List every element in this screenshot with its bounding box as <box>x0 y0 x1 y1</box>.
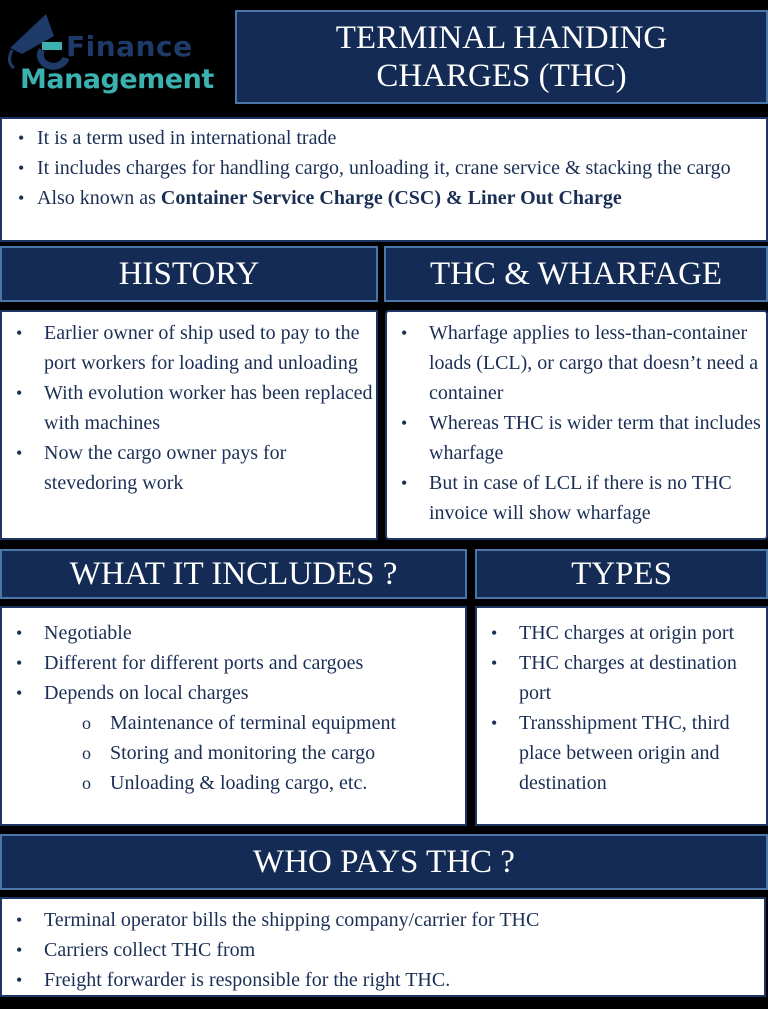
includes-subitem: o Unloading & loading cargo, etc. <box>2 768 465 798</box>
types-heading: TYPES <box>475 549 768 599</box>
who-pays-heading: WHO PAYS THC ? <box>0 834 768 890</box>
title-line-2: CHARGES (THC) <box>376 58 627 94</box>
wharfage-box <box>385 310 768 540</box>
wharfage-item: • Whereas THC is wider term that includes wharfage <box>387 408 766 468</box>
includes-item: • Negotiable <box>2 618 465 648</box>
types-box <box>475 606 768 826</box>
logo-management-text: Management <box>20 64 214 95</box>
includes-item: • Different for different ports and cargoes <box>2 648 465 678</box>
intro-box <box>0 117 768 242</box>
types-item: • THC charges at origin port <box>477 618 766 648</box>
includes-subitem: o Maintenance of terminal equipment <box>2 708 465 738</box>
history-box <box>0 310 378 540</box>
includes-subitem: o Storing and monitoring the cargo <box>2 738 465 768</box>
history-item: • Earlier owner of ship used to pay to the port workers for loading and unloading <box>2 318 376 378</box>
intro-item: • Also known as Container Service Charge (CSC) & Liner Out Charge <box>16 183 756 213</box>
history-heading: HISTORY <box>0 246 378 302</box>
who-pays-item: • Freight forwarder is responsible for the right THC. <box>2 965 764 995</box>
title-line-1: TERMINAL HANDING <box>335 20 668 56</box>
types-item: • Transshipment THC, third place between origin and destination <box>477 708 766 798</box>
types-item: • THC charges at destination port <box>477 648 766 708</box>
intro-item: • It is a term used in international trade <box>16 123 756 153</box>
wharfage-heading: THC & WHARFAGE <box>384 246 768 302</box>
history-item: • Now the cargo owner pays for stevedoring work <box>2 438 376 498</box>
history-item: • With evolution worker has been replaced with machines <box>2 378 376 438</box>
includes-heading: WHAT IT INCLUDES ? <box>0 549 467 599</box>
logo <box>0 0 230 105</box>
wharfage-item: • Wharfage applies to less-than-container loads (LCL), or cargo that doesn’t need a container <box>387 318 766 408</box>
who-pays-item: • Carriers collect THC from <box>2 935 764 965</box>
includes-item: • Depends on local charges <box>2 678 465 708</box>
logo-finance-text: Finance <box>66 30 193 63</box>
includes-box <box>0 606 467 826</box>
page-title <box>235 10 768 104</box>
who-pays-item: • Terminal operator bills the shipping company/carrier for THC <box>2 905 764 935</box>
who-pays-box <box>0 897 766 997</box>
intro-item: • It includes charges for handling cargo, unloading it, crane service & stacking the cargo <box>16 153 756 183</box>
wharfage-item: • But in case of LCL if there is no THC invoice will show wharfage <box>387 468 766 528</box>
